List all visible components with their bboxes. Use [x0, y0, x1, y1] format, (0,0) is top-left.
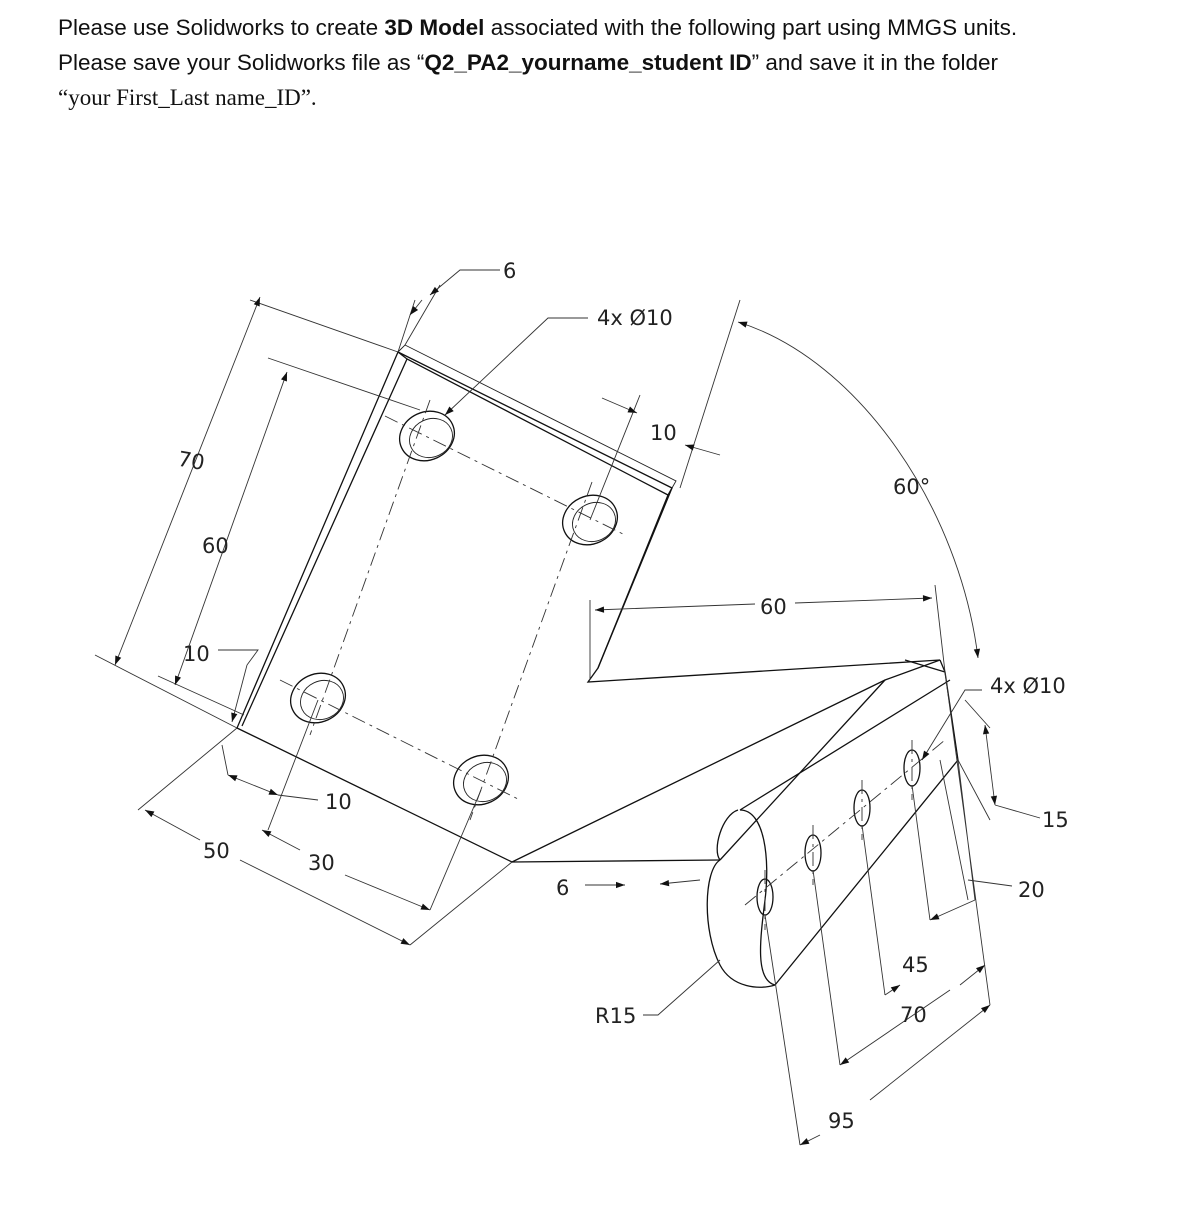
instruction-folder: “your First_Last name_ID”. [58, 85, 317, 110]
dim-hole-spacing-vertical: 60 [202, 534, 229, 558]
dim-pos-45: 45 [902, 953, 929, 977]
dim-offset-15: 15 [1042, 808, 1069, 832]
instruction-text: associated with the following part using MMGS units. [484, 15, 1018, 40]
dimension-labels [176, 259, 1069, 1133]
instruction-text: Please save your Solidworks file as “ [58, 50, 425, 75]
dim-thickness-top: 6 [503, 259, 517, 283]
instruction-text: Please use Solidworks to create [58, 15, 385, 40]
plate-holes [280, 400, 626, 820]
dim-spacing-30: 30 [308, 851, 335, 875]
dim-radius: R15 [595, 1004, 637, 1028]
dim-angle: 60° [893, 475, 931, 499]
dim-edge-bottom: 10 [325, 790, 352, 814]
dim-holes-top: 4x Ø10 [597, 306, 673, 330]
dim-thickness-bottom: 6 [556, 876, 570, 900]
dim-pos-95: 95 [828, 1109, 855, 1133]
dim-holes-right: 4x Ø10 [990, 674, 1066, 698]
dim-edge-top: 10 [650, 421, 677, 445]
dim-width-50: 50 [203, 839, 230, 863]
horizontal-base [512, 660, 958, 987]
base-holes [745, 740, 945, 930]
inclined-plate [237, 345, 940, 862]
dim-edge-left: 10 [183, 642, 210, 666]
dim-offset-20: 20 [1018, 878, 1045, 902]
hole-icon [282, 664, 353, 731]
instruction-bold: 3D Model [384, 15, 485, 40]
dim-overall-height: 70 [175, 446, 207, 476]
hole-icon [391, 402, 462, 469]
dimension-lines [95, 270, 1040, 1145]
instruction-filename: Q2_PA2_yourname_student ID [424, 50, 752, 75]
dim-horizontal-length: 60 [760, 595, 787, 619]
instruction-text: ” and save it in the folder [751, 50, 998, 75]
dim-pos-70: 70 [900, 1003, 927, 1027]
